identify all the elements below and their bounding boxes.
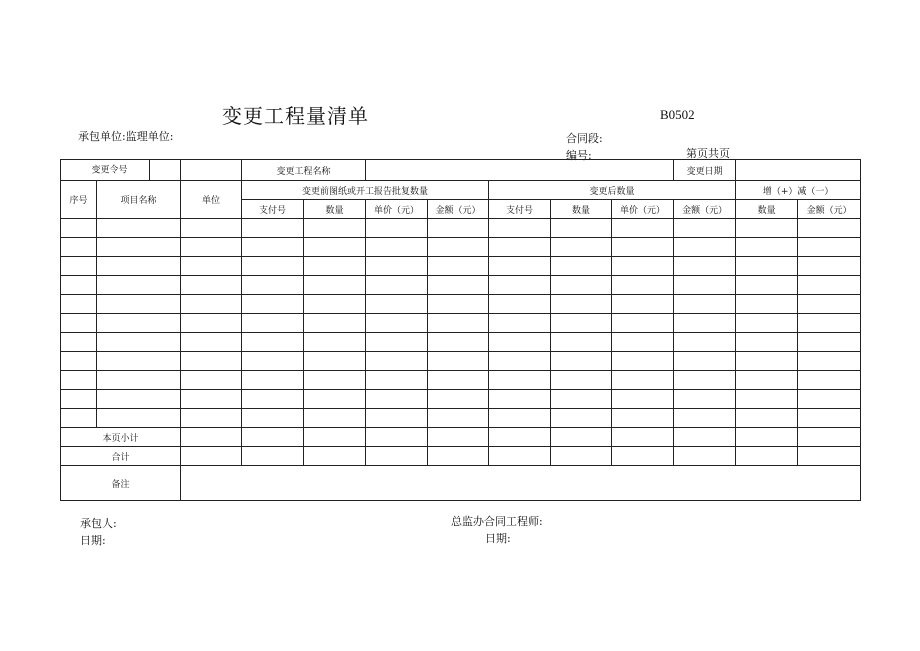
- cell[interactable]: [242, 276, 304, 295]
- cell[interactable]: [551, 276, 612, 295]
- cell[interactable]: [551, 219, 612, 238]
- cell[interactable]: [304, 352, 366, 371]
- change-order-value[interactable]: [181, 160, 242, 181]
- chief-date-label: 日期:: [485, 532, 511, 545]
- cell[interactable]: [181, 257, 242, 276]
- cell[interactable]: [612, 219, 674, 238]
- cell[interactable]: [798, 295, 861, 314]
- cell[interactable]: [304, 447, 366, 466]
- remarks-value[interactable]: [181, 466, 861, 501]
- cell[interactable]: [242, 295, 304, 314]
- cell[interactable]: [736, 428, 798, 447]
- cell[interactable]: [551, 390, 612, 409]
- cell[interactable]: [551, 409, 612, 428]
- cell[interactable]: [181, 219, 242, 238]
- cell[interactable]: [798, 390, 861, 409]
- cell[interactable]: [97, 371, 181, 390]
- cell[interactable]: [489, 219, 551, 238]
- cell[interactable]: [97, 390, 181, 409]
- cell[interactable]: [551, 352, 612, 371]
- cell[interactable]: [428, 276, 489, 295]
- cell[interactable]: [181, 295, 242, 314]
- cell[interactable]: [612, 371, 674, 390]
- cell[interactable]: [736, 276, 798, 295]
- cell[interactable]: [366, 238, 428, 257]
- change-project-name-value[interactable]: [366, 160, 674, 181]
- cell[interactable]: [551, 238, 612, 257]
- cell[interactable]: [674, 390, 736, 409]
- cell[interactable]: [97, 219, 181, 238]
- cell[interactable]: [674, 447, 736, 466]
- cell[interactable]: [612, 352, 674, 371]
- cell[interactable]: [242, 428, 304, 447]
- after-quantity: 数量: [551, 200, 612, 219]
- cell[interactable]: [551, 333, 612, 352]
- table-row: [61, 409, 861, 428]
- group-after: 变更后数量: [489, 181, 736, 200]
- cell[interactable]: [97, 238, 181, 257]
- table-row: [61, 333, 861, 352]
- cell[interactable]: [61, 333, 97, 352]
- cell[interactable]: [304, 428, 366, 447]
- cell[interactable]: [366, 409, 428, 428]
- contractor-date-label: 日期:: [80, 534, 106, 547]
- change-date-label: 变更日期: [674, 160, 736, 181]
- page-subtotal-label: 本页小计: [61, 428, 181, 447]
- cell[interactable]: [97, 276, 181, 295]
- cell[interactable]: [612, 257, 674, 276]
- cell[interactable]: [798, 238, 861, 257]
- change-info-row: [61, 160, 861, 181]
- cell[interactable]: [674, 238, 736, 257]
- cell[interactable]: [242, 333, 304, 352]
- total-label: 合计: [61, 447, 181, 466]
- cell[interactable]: [242, 371, 304, 390]
- before-pay-no: 支付号: [242, 200, 304, 219]
- table-row: [61, 314, 861, 333]
- cell[interactable]: [181, 409, 242, 428]
- cell[interactable]: [489, 257, 551, 276]
- cell[interactable]: [242, 390, 304, 409]
- cell[interactable]: [428, 333, 489, 352]
- cell[interactable]: [798, 371, 861, 390]
- table-row: [61, 371, 861, 390]
- cell[interactable]: [489, 314, 551, 333]
- cell[interactable]: [428, 238, 489, 257]
- cell[interactable]: [304, 257, 366, 276]
- cell[interactable]: [798, 409, 861, 428]
- cell[interactable]: [242, 219, 304, 238]
- table-row: [61, 352, 861, 371]
- cell[interactable]: [489, 390, 551, 409]
- cell[interactable]: [736, 257, 798, 276]
- cell[interactable]: [242, 352, 304, 371]
- cell[interactable]: [181, 371, 242, 390]
- cell[interactable]: [61, 219, 97, 238]
- cell[interactable]: [736, 314, 798, 333]
- contractor-supervisor-label: 承包单位:监理单位:: [78, 130, 174, 143]
- table-row: [61, 295, 861, 314]
- cell[interactable]: [674, 428, 736, 447]
- cell[interactable]: [736, 352, 798, 371]
- cell[interactable]: [97, 295, 181, 314]
- cell[interactable]: [61, 352, 97, 371]
- cell[interactable]: [612, 447, 674, 466]
- cell[interactable]: [366, 352, 428, 371]
- cell[interactable]: [61, 257, 97, 276]
- contract-section-label: 合同段:: [566, 132, 603, 145]
- cell[interactable]: [489, 428, 551, 447]
- cell[interactable]: [428, 371, 489, 390]
- cell[interactable]: [551, 314, 612, 333]
- cell[interactable]: [798, 447, 861, 466]
- cell[interactable]: [489, 409, 551, 428]
- group-diff: 增（+）减（一）: [736, 181, 861, 200]
- cell[interactable]: [242, 314, 304, 333]
- cell[interactable]: [674, 219, 736, 238]
- change-project-name-label: 变更工程名称: [242, 160, 366, 181]
- after-amount: 金额（元）: [674, 200, 736, 219]
- cell[interactable]: [612, 333, 674, 352]
- cell[interactable]: [61, 371, 97, 390]
- cell[interactable]: [612, 428, 674, 447]
- change-quantity-table: [60, 159, 861, 501]
- table-row: [61, 276, 861, 295]
- cell[interactable]: [489, 276, 551, 295]
- cell[interactable]: [798, 428, 861, 447]
- cell[interactable]: [366, 276, 428, 295]
- chief-supervisor-label: 总监办合同工程师:: [451, 515, 543, 528]
- cell[interactable]: [798, 314, 861, 333]
- cell[interactable]: [428, 409, 489, 428]
- cell[interactable]: [674, 295, 736, 314]
- diff-quantity: 数量: [736, 200, 798, 219]
- cell[interactable]: [489, 352, 551, 371]
- cell[interactable]: [798, 276, 861, 295]
- cell[interactable]: [304, 314, 366, 333]
- cell[interactable]: [366, 314, 428, 333]
- cell[interactable]: [489, 333, 551, 352]
- cell[interactable]: [674, 257, 736, 276]
- cell[interactable]: [242, 238, 304, 257]
- cell[interactable]: [242, 409, 304, 428]
- col-item-name: 项目名称: [97, 181, 181, 219]
- cell[interactable]: [674, 371, 736, 390]
- cell[interactable]: [181, 428, 242, 447]
- cell[interactable]: [489, 238, 551, 257]
- cell[interactable]: [428, 390, 489, 409]
- cell[interactable]: [61, 276, 97, 295]
- page-title: 变更工程量清单: [222, 104, 369, 128]
- cell[interactable]: [674, 409, 736, 428]
- cell[interactable]: [736, 390, 798, 409]
- number-label: 编号:: [566, 149, 592, 162]
- remarks-label: 备注: [61, 466, 181, 501]
- page-subtotal-row: [61, 428, 861, 447]
- cell[interactable]: [798, 219, 861, 238]
- cell[interactable]: [61, 238, 97, 257]
- cell[interactable]: [428, 295, 489, 314]
- cell[interactable]: [97, 257, 181, 276]
- cell[interactable]: [181, 333, 242, 352]
- cell[interactable]: [428, 314, 489, 333]
- cell[interactable]: [97, 333, 181, 352]
- form-code: B0502: [660, 107, 695, 122]
- cell[interactable]: [736, 219, 798, 238]
- cell[interactable]: [181, 276, 242, 295]
- cell[interactable]: [428, 447, 489, 466]
- after-unit-price: 单价（元）: [612, 200, 674, 219]
- cell[interactable]: [61, 295, 97, 314]
- cell[interactable]: [181, 314, 242, 333]
- cell[interactable]: [612, 276, 674, 295]
- cell[interactable]: [551, 447, 612, 466]
- cell[interactable]: [428, 428, 489, 447]
- col-unit: 单位: [181, 181, 242, 219]
- cell[interactable]: [428, 257, 489, 276]
- change-order-label: 变更令号: [61, 160, 181, 181]
- page-count-label: 第页共页: [686, 147, 730, 160]
- before-quantity: 数量: [304, 200, 366, 219]
- cell[interactable]: [181, 238, 242, 257]
- cell[interactable]: [304, 219, 366, 238]
- cell[interactable]: [304, 295, 366, 314]
- cell[interactable]: [304, 390, 366, 409]
- cell[interactable]: [551, 257, 612, 276]
- before-amount: 金额（元）: [428, 200, 489, 219]
- cell[interactable]: [674, 333, 736, 352]
- cell[interactable]: [489, 295, 551, 314]
- cell[interactable]: [736, 409, 798, 428]
- cell[interactable]: [366, 257, 428, 276]
- cell[interactable]: [428, 352, 489, 371]
- cell[interactable]: [736, 447, 798, 466]
- cell[interactable]: [304, 371, 366, 390]
- group-before: 变更前图纸或开工报告批复数量: [242, 181, 489, 200]
- table-row: [61, 238, 861, 257]
- table-row: [61, 390, 861, 409]
- total-row: [61, 447, 861, 466]
- before-unit-price: 单价（元）: [366, 200, 428, 219]
- cell[interactable]: [674, 314, 736, 333]
- cell[interactable]: [551, 371, 612, 390]
- cell[interactable]: [181, 390, 242, 409]
- cell[interactable]: [612, 295, 674, 314]
- cell[interactable]: [674, 352, 736, 371]
- cell[interactable]: [612, 238, 674, 257]
- cell[interactable]: [736, 371, 798, 390]
- cell[interactable]: [304, 333, 366, 352]
- cell[interactable]: [366, 295, 428, 314]
- table-row: [61, 219, 861, 238]
- cell[interactable]: [798, 257, 861, 276]
- change-date-value[interactable]: [736, 160, 861, 181]
- cell[interactable]: [612, 390, 674, 409]
- cell[interactable]: [489, 447, 551, 466]
- cell[interactable]: [736, 295, 798, 314]
- diff-amount: 金额（元）: [798, 200, 861, 219]
- cell[interactable]: [97, 409, 181, 428]
- cell[interactable]: [97, 314, 181, 333]
- cell[interactable]: [736, 333, 798, 352]
- cell[interactable]: [551, 295, 612, 314]
- cell[interactable]: [366, 219, 428, 238]
- cell[interactable]: [242, 447, 304, 466]
- contractor-label: 承包人:: [80, 517, 117, 530]
- cell[interactable]: [97, 352, 181, 371]
- cell[interactable]: [61, 409, 97, 428]
- cell[interactable]: [428, 219, 489, 238]
- cell[interactable]: [366, 371, 428, 390]
- cell[interactable]: [366, 333, 428, 352]
- header-row-1: [61, 181, 861, 200]
- cell[interactable]: [181, 447, 242, 466]
- cell[interactable]: [242, 257, 304, 276]
- cell[interactable]: [798, 352, 861, 371]
- cell[interactable]: [551, 428, 612, 447]
- cell[interactable]: [736, 238, 798, 257]
- after-pay-no: 支付号: [489, 200, 551, 219]
- cell[interactable]: [674, 276, 736, 295]
- col-seq: 序号: [61, 181, 97, 219]
- cell[interactable]: [366, 447, 428, 466]
- cell[interactable]: [304, 238, 366, 257]
- cell[interactable]: [181, 352, 242, 371]
- cell[interactable]: [61, 314, 97, 333]
- cell[interactable]: [612, 314, 674, 333]
- cell[interactable]: [366, 428, 428, 447]
- cell[interactable]: [61, 390, 97, 409]
- cell[interactable]: [304, 409, 366, 428]
- cell[interactable]: [304, 276, 366, 295]
- cell[interactable]: [366, 390, 428, 409]
- cell[interactable]: [489, 371, 551, 390]
- table-row: [61, 257, 861, 276]
- cell[interactable]: [612, 409, 674, 428]
- cell[interactable]: [798, 333, 861, 352]
- remarks-row: [61, 466, 861, 501]
